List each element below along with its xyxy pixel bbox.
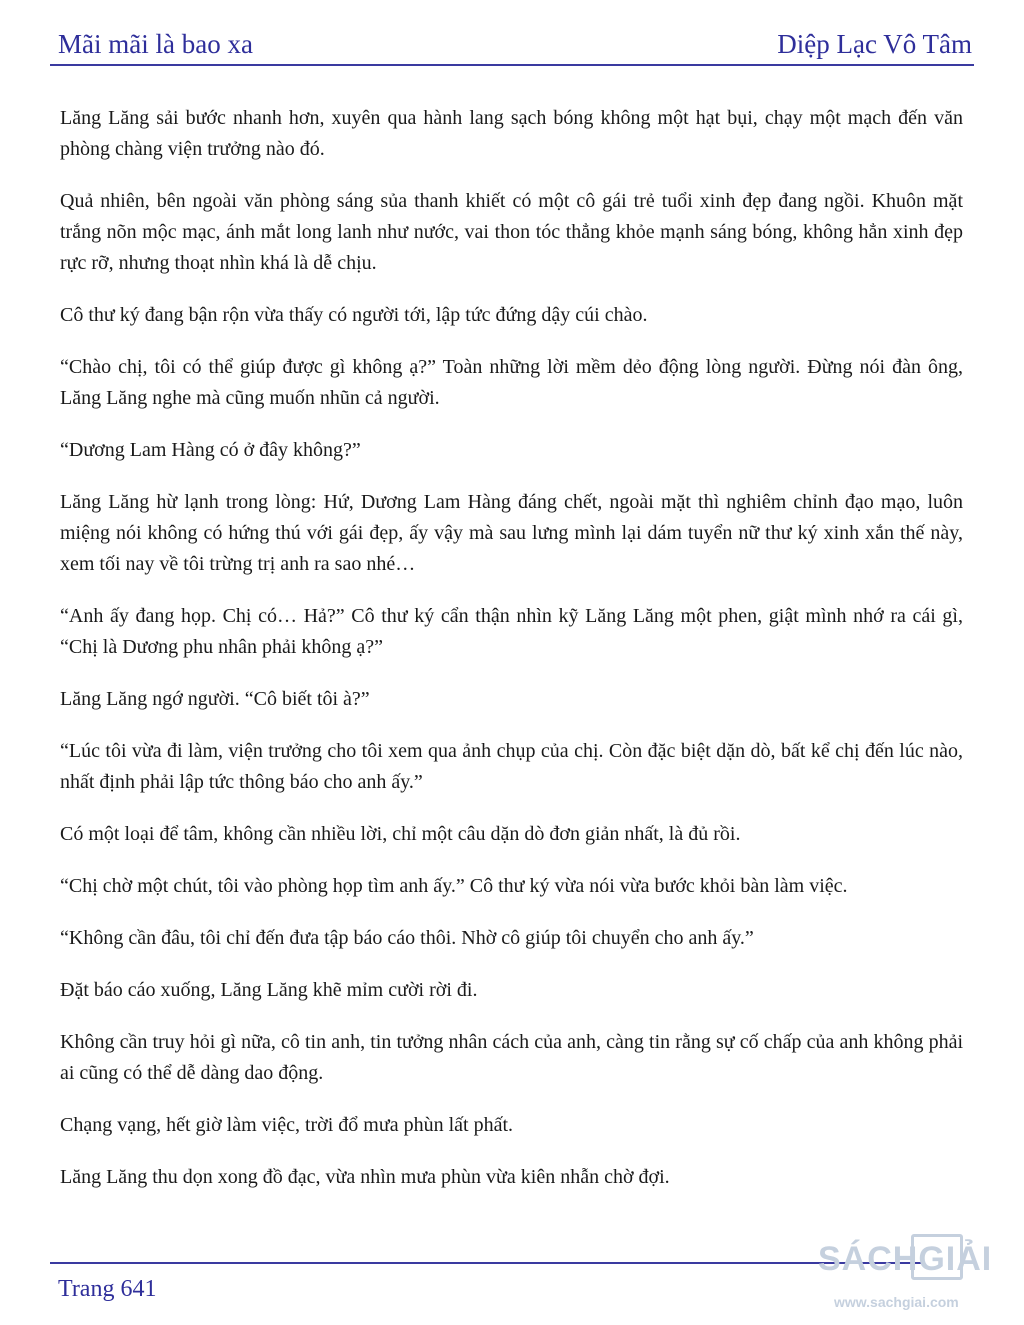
sachgiai-watermark-logo [818,1230,1024,1320]
paragraph: “Dương Lam Hàng có ở đây không?” [60,439,361,461]
paragraph: Cô thư ký đang bận rộn vừa thấy có người tới, lập tức đứng dậy cúi chào. [60,304,648,326]
paragraph: “Lúc tôi vừa đi làm, viện trưởng cho tôi xem qua ảnh chụp của chị. Còn đặc biệt dặn dò, bất kể chị đến lúc nào, nhất định phải lập tức thông báo cho anh ấy.” [60,740,963,793]
page-number: Trang 641 [58,1276,157,1302]
paragraph: Không cần truy hỏi gì nữa, cô tin anh, tin tưởng nhân cách của anh, càng tin rằng sự cố chấp của anh không phải ai cũng có thể dễ dàng dao động. [60,1031,963,1084]
book-title: Mãi mãi là bao xa [58,29,253,59]
watermark-brand: SÁCHGIẢI [818,1240,993,1278]
book-author: Diệp Lạc Vô Tâm [777,29,972,59]
paragraph: Đặt báo cáo xuống, Lăng Lăng khẽ mỉm cười rời đi. [60,979,478,1001]
paragraph: Chạng vạng, hết giờ làm việc, trời đổ mưa phùn lất phất. [60,1114,514,1136]
paragraph: Lăng Lăng thu dọn xong đồ đạc, vừa nhìn mưa phùn vừa kiên nhẫn chờ đợi. [60,1166,670,1188]
paragraph: Lăng Lăng hừ lạnh trong lòng: Hứ, Dương Lam Hàng đáng chết, ngoài mặt thì nghiêm chỉnh đạo mạo, luôn miệng nói không có hứng thú với gái đẹp, ấy vậy mà sau lưng mình lại dám tuyển nữ thư ký xinh xắn thế này, xem tối nay về tôi trừng trị anh ra sao nhé… [60,491,963,575]
page-header [50,24,974,66]
watermark-url: www.sachgiai.com [834,1294,959,1310]
paragraph: Quả nhiên, bên ngoài văn phòng sáng sủa thanh khiết có một cô gái trẻ tuổi xinh đẹp đang ngồi. Khuôn mặt trắng nõn mộc mạc, ánh mắt long lanh như nước, vai thon tóc thẳng khỏe mạnh sáng bóng, không hẳn xinh đẹp rực rỡ, nhưng thoạt nhìn khá là dễ chịu. [60,190,963,274]
paragraph: Lăng Lăng ngớ người. “Cô biết tôi à?” [60,688,370,710]
paragraph: Lăng Lăng sải bước nhanh hơn, xuyên qua hành lang sạch bóng không một hạt bụi, chạy một mạch đến văn phòng chàng viện trưởng nào đó. [60,107,963,160]
paragraph: “Không cần đâu, tôi chỉ đến đưa tập báo cáo thôi. Nhờ cô giúp tôi chuyển cho anh ấy.” [60,927,754,949]
paragraph: Có một loại để tâm, không cần nhiều lời, chỉ một câu dặn dò đơn giản nhất, là đủ rồi. [60,823,741,845]
page-body [60,103,963,1214]
footer-divider [50,1262,924,1264]
paragraph: “Chào chị, tôi có thể giúp được gì không ạ?” Toàn những lời mềm dẻo động lòng người. Đừng nói đàn ông, Lăng Lăng nghe mà cũng muốn nhũn cả người. [60,356,963,409]
paragraph: “Chị chờ một chút, tôi vào phòng họp tìm anh ấy.” Cô thư ký vừa nói vừa bước khỏi bàn làm việc. [60,875,848,897]
paragraph: “Anh ấy đang họp. Chị có… Hả?” Cô thư ký cẩn thận nhìn kỹ Lăng Lăng một phen, giật mình nhớ ra cái gì, “Chị là Dương phu nhân phải không ạ?” [60,605,963,658]
